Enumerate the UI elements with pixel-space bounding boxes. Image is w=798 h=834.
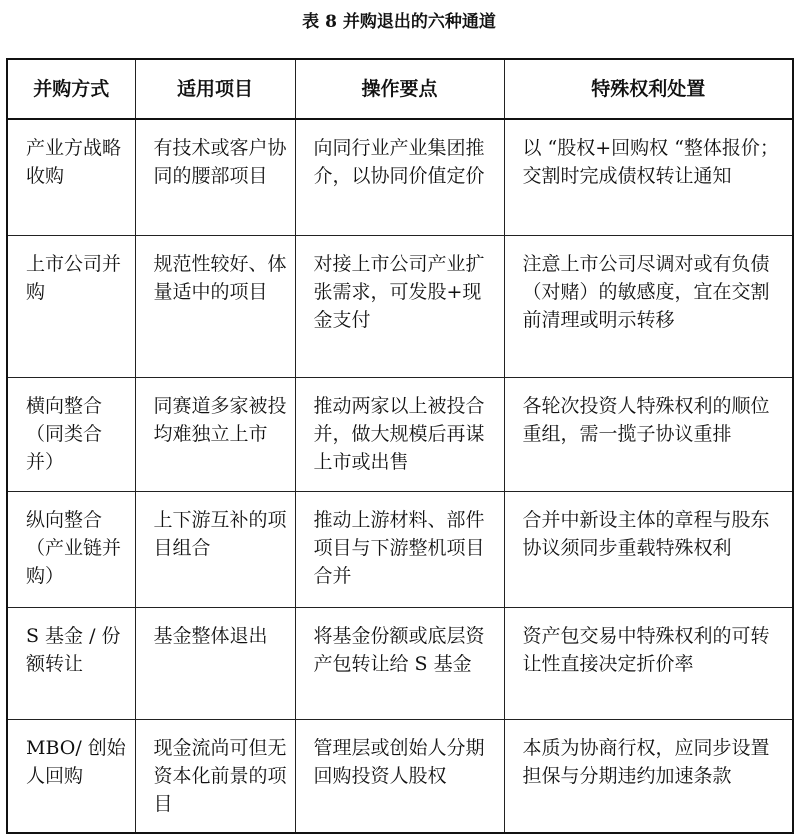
cell-method: 产业方战略收购 bbox=[7, 119, 135, 235]
cell-method: MBO/ 创始人回购 bbox=[7, 719, 135, 833]
cell-key-points: 管理层或创始人分期回购投资人股权 bbox=[295, 719, 504, 833]
table-row bbox=[7, 235, 793, 377]
cell-applicable: 有技术或客户协同的腰部项目 bbox=[135, 119, 295, 235]
cell-key-points: 推动上游材料、部件项目与下游整机项目合并 bbox=[295, 491, 504, 607]
exit-channels-table bbox=[6, 58, 794, 834]
cell-applicable: 同赛道多家被投均难独立上市 bbox=[135, 377, 295, 491]
table-caption: 表 8 并购退出的六种通道 bbox=[302, 12, 496, 32]
cell-key-points: 将基金份额或底层资产包转让给 S 基金 bbox=[295, 607, 504, 719]
cell-method: 上市公司并购 bbox=[7, 235, 135, 377]
cell-special-rights: 以 “股权+回购权 “整体报价；交割时完成债权转让通知 bbox=[504, 119, 793, 235]
table-row bbox=[7, 377, 793, 491]
table-row bbox=[7, 119, 793, 235]
cell-key-points: 向同行业产业集团推介，以协同价值定价 bbox=[295, 119, 504, 235]
cell-applicable: 上下游互补的项目组合 bbox=[135, 491, 295, 607]
table-header-row bbox=[7, 59, 793, 119]
cell-applicable: 现金流尚可但无资本化前景的项目 bbox=[135, 719, 295, 833]
cell-applicable: 规范性较好、体量适中的项目 bbox=[135, 235, 295, 377]
table-row bbox=[7, 607, 793, 719]
header-key-points: 操作要点 bbox=[295, 59, 504, 119]
cell-method: S 基金 / 份额转让 bbox=[7, 607, 135, 719]
cell-special-rights: 本质为协商行权，应同步设置担保与分期违约加速条款 bbox=[504, 719, 793, 833]
cell-method: 纵向整合（产业链并购） bbox=[7, 491, 135, 607]
header-applicable: 适用项目 bbox=[135, 59, 295, 119]
header-method: 并购方式 bbox=[7, 59, 135, 119]
cell-key-points: 对接上市公司产业扩张需求，可发股+现金支付 bbox=[295, 235, 504, 377]
table-row bbox=[7, 491, 793, 607]
cell-method: 横向整合（同类合并） bbox=[7, 377, 135, 491]
cell-special-rights: 资产包交易中特殊权利的可转让性直接决定折价率 bbox=[504, 607, 793, 719]
cell-special-rights: 合并中新设主体的章程与股东协议须同步重载特殊权利 bbox=[504, 491, 793, 607]
cell-applicable: 基金整体退出 bbox=[135, 607, 295, 719]
table-row bbox=[7, 719, 793, 833]
cell-special-rights: 各轮次投资人特殊权利的顺位重组，需一揽子协议重排 bbox=[504, 377, 793, 491]
cell-special-rights: 注意上市公司尽调对或有负债（对赌）的敏感度，宜在交割前清理或明示转移 bbox=[504, 235, 793, 377]
cell-key-points: 推动两家以上被投合并，做大规模后再谋上市或出售 bbox=[295, 377, 504, 491]
header-special-rights: 特殊权利处置 bbox=[504, 59, 793, 119]
